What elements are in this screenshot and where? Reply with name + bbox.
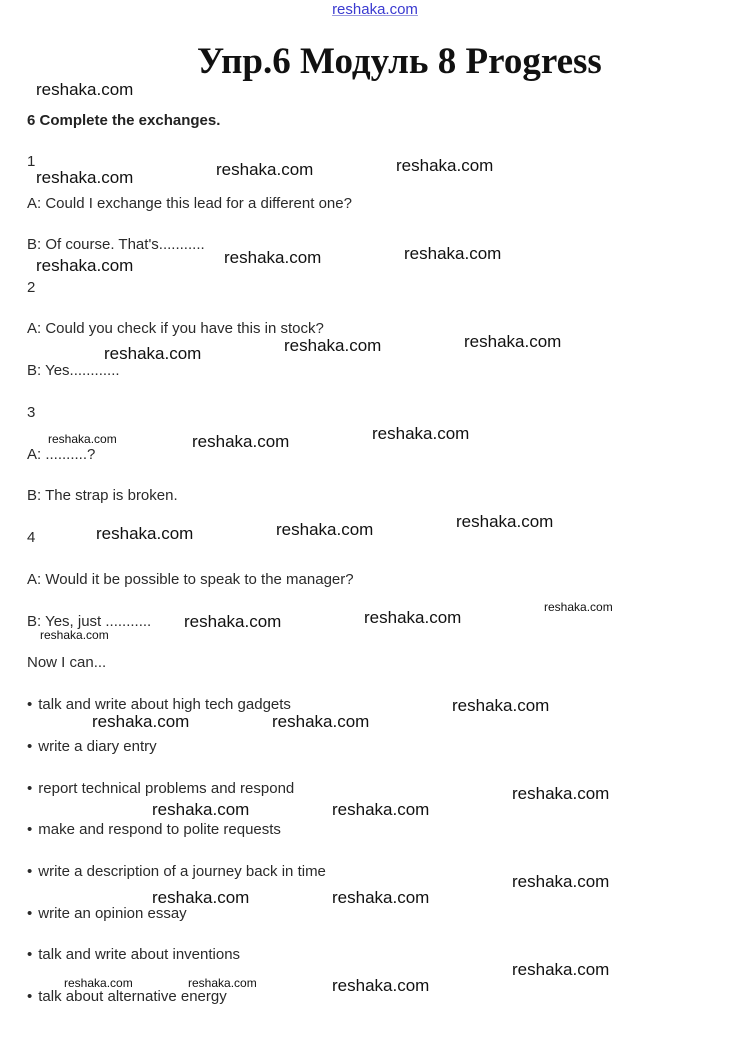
bullet-icon: • [27, 780, 33, 797]
site-link[interactable]: reshaka.com [332, 1, 418, 18]
bullet-icon: • [27, 696, 33, 713]
bullet-icon: • [27, 738, 33, 755]
bullet-icon: • [27, 946, 33, 963]
watermark: reshaka.com [544, 600, 613, 614]
exchange-line-b: B: Of course. That's........... [27, 236, 205, 253]
watermark: reshaka.com [364, 608, 462, 627]
list-item [27, 946, 240, 963]
watermark: reshaka.com [332, 976, 430, 995]
watermark: reshaka.com [452, 696, 550, 715]
exchange-line-b: B: Yes, just ........... [27, 613, 152, 630]
bullet-icon: • [27, 821, 33, 838]
watermark: reshaka.com [104, 344, 202, 363]
exchange-line-a: A: Could I exchange this lead for a different one? [27, 195, 352, 212]
exchange-line-a: A: Could you check if you have this in stock? [27, 320, 324, 337]
watermark: reshaka.com [96, 524, 194, 543]
list-item-label: write a description of a journey back in time [38, 863, 326, 880]
watermark: reshaka.com [372, 424, 470, 443]
watermark: reshaka.com [216, 160, 314, 179]
exchange-number: 1 [27, 153, 36, 170]
watermark: reshaka.com [36, 80, 134, 99]
exchange-line-a: A: Would it be possible to speak to the manager? [27, 571, 354, 588]
watermark: reshaka.com [332, 800, 430, 819]
watermark: reshaka.com [152, 888, 250, 907]
list-item [27, 821, 281, 838]
bullet-icon: • [27, 988, 33, 1005]
watermark: reshaka.com [64, 976, 133, 990]
list-item-label: make and respond to polite requests [38, 821, 281, 838]
watermark: reshaka.com [464, 332, 562, 351]
list-item-label: write an opinion essay [38, 905, 187, 922]
watermark: reshaka.com [36, 168, 134, 187]
watermark: reshaka.com [152, 800, 250, 819]
exchange-line-a: A: ..........? [27, 446, 96, 463]
bullet-icon: • [27, 863, 33, 880]
exchange-number: 3 [27, 404, 36, 421]
list-item [27, 780, 294, 797]
watermark: reshaka.com [332, 888, 430, 907]
watermark: reshaka.com [284, 336, 382, 355]
watermark: reshaka.com [40, 628, 109, 642]
watermark: reshaka.com [404, 244, 502, 263]
list-item [27, 738, 157, 755]
exchange-number: 4 [27, 529, 36, 546]
list-item-label: talk about alternative energy [38, 988, 227, 1005]
watermark: reshaka.com [184, 612, 282, 631]
watermark: reshaka.com [192, 432, 290, 451]
list-item-label: talk and write about inventions [38, 946, 241, 963]
list-item [27, 988, 227, 1005]
watermark: reshaka.com [188, 976, 257, 990]
list-item-label: write a diary entry [38, 738, 157, 755]
watermark: reshaka.com [276, 520, 374, 539]
task-heading: 6 Complete the exchanges. [27, 112, 221, 129]
now-i-can-heading: Now I can... [27, 654, 107, 671]
watermark: reshaka.com [48, 432, 117, 446]
list-item [27, 863, 326, 880]
exchange-line-b: B: Yes............ [27, 362, 120, 379]
bullet-icon: • [27, 905, 33, 922]
watermark: reshaka.com [512, 784, 610, 803]
watermark: reshaka.com [272, 712, 370, 731]
watermark: reshaka.com [92, 712, 190, 731]
list-item-label: talk and write about high tech gadgets [38, 696, 291, 713]
list-item-label: report technical problems and respond [38, 780, 295, 797]
watermark: reshaka.com [396, 156, 494, 175]
watermark: reshaka.com [224, 248, 322, 267]
watermark: reshaka.com [512, 960, 610, 979]
exchange-number: 2 [27, 279, 36, 296]
watermark: reshaka.com [512, 872, 610, 891]
page-title: Упр.6 Модуль 8 Progress [197, 41, 602, 82]
watermark: reshaka.com [456, 512, 554, 531]
exchange-line-b: B: The strap is broken. [27, 487, 178, 504]
watermark: reshaka.com [36, 256, 134, 275]
list-item [27, 696, 291, 713]
